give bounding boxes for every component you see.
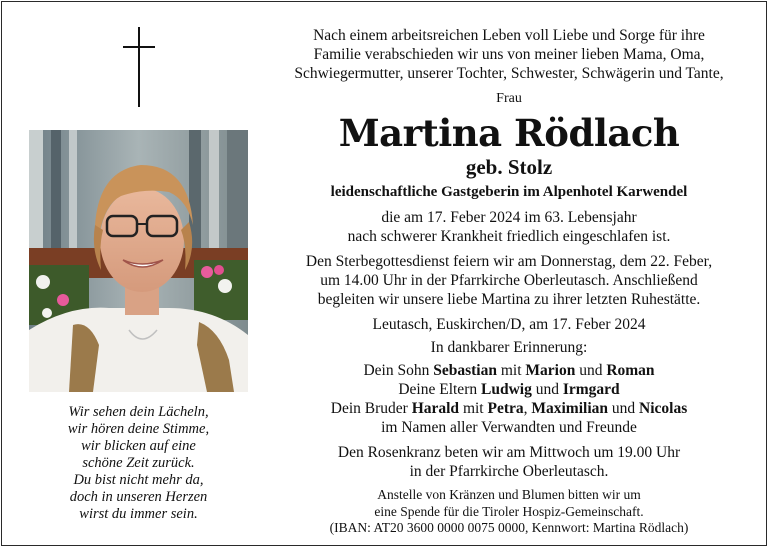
remembrance-heading: In dankbarer Erinnerung: [430,339,588,356]
intro-line: Nach einem arbeitsreichen Leben voll Liebe und Sorge für ihre [313,27,705,44]
service-line: begleiten wir unsere liebe Martina zu ihrer letzten Ruhestätte. [317,291,701,308]
cross-icon [123,27,155,107]
donation-line: Anstelle von Kränzen und Blumen bitten wir um [377,487,641,502]
poem-line: doch in unseren Herzen [69,489,208,505]
notice-text [270,26,748,537]
poem-line: schöne Zeit zurück. [82,455,195,471]
service-line: Den Sterbegottesdienst feiern wir am Donnerstag, dem 22. Feber, [305,253,713,270]
poem-line: wir hören deine Stimme, [67,421,210,437]
family-son: Dein Sohn Sebastian mit Marion und Roman [363,362,655,379]
family-brother: Dein Bruder Harald mit Petra, Maximilian und Nicolas [330,400,688,417]
intro-line: Schwiegermutter, unserer Tochter, Schwester, Schwägerin und Tante, [294,65,724,82]
place-date: Leutasch, Euskirchen/D, am 17. Feber 2024 [372,316,646,333]
rosary-line: in der Pfarrkirche Oberleutasch. [409,463,609,480]
portrait-photo [29,130,248,392]
poem-line: Du bist nicht mehr da, [73,472,204,488]
service-line: um 14.00 Uhr in der Pfarrkirche Oberleutasch. Anschließend [320,272,698,289]
maiden-name: geb. Stolz [465,155,553,179]
salutation: Frau [496,91,522,106]
donation-line: eine Spende für die Tiroler Hospiz-Gemeinschaft. [374,503,644,519]
memorial-poem [29,404,248,523]
poem-line: wir blicken auf eine [81,438,196,454]
rosary-line: Den Rosenkranz beten wir am Mittwoch um 19.00 Uhr [337,444,681,461]
poem-line: wirst du immer sein. [79,506,198,522]
poem-line: Wir sehen dein Lächeln, [68,404,209,420]
death-line: nach schwerer Krankheit friedlich eingeschlafen ist. [347,228,671,245]
family-relatives: im Namen aller Verwandten und Freunde [381,419,637,436]
donation-iban: (IBAN: AT20 3600 0000 0075 0000, Kennwort: Martina Rödlach) [329,520,689,535]
death-line: die am 17. Feber 2024 im 63. Lebensjahr [381,209,637,226]
family-parents: Deine Eltern Ludwig und Irmgard [398,381,620,398]
deceased-name: Martina Rödlach [338,111,680,155]
obituary-card [1,1,767,546]
intro-line: Familie verabschieden wir uns von meiner lieben Mama, Oma, [313,46,705,63]
role-description: leidenschaftliche Gastgeberin im Alpenhotel Karwendel [330,184,688,200]
